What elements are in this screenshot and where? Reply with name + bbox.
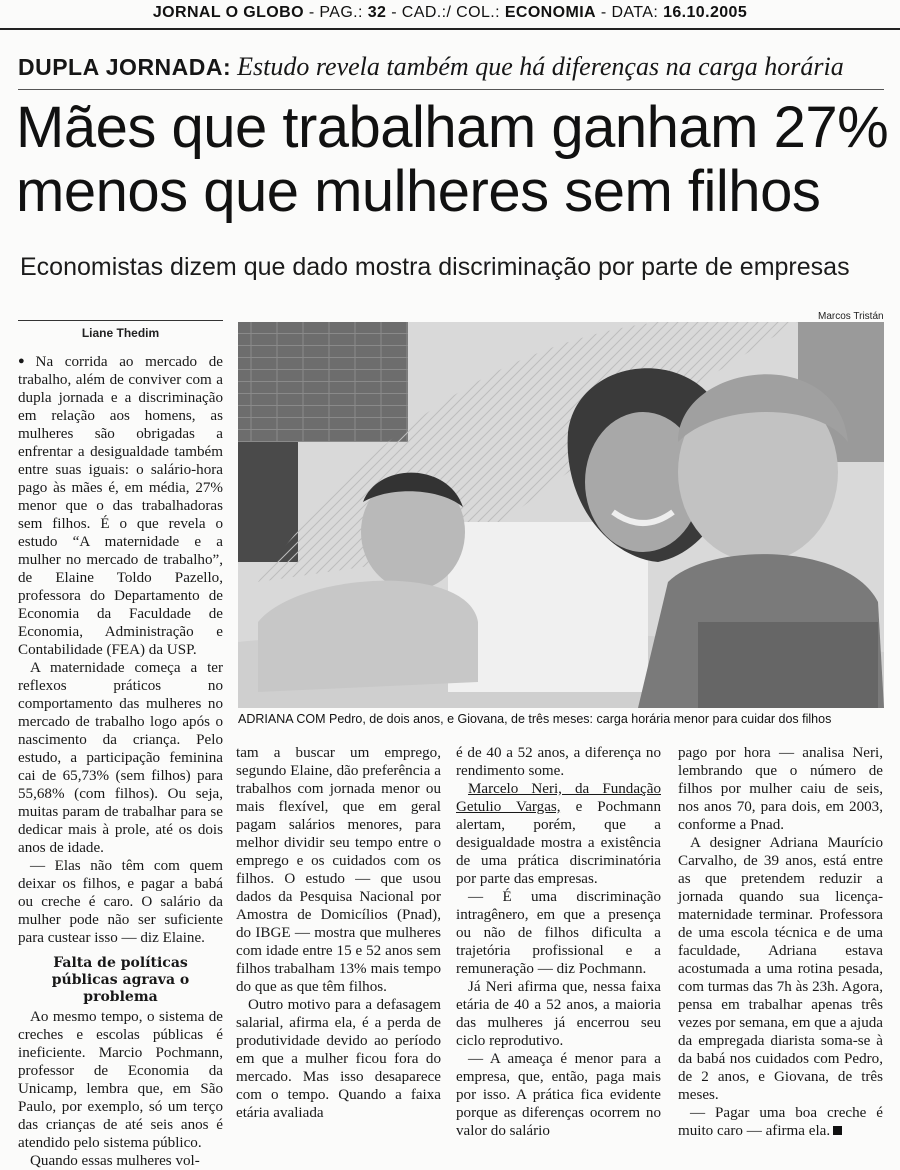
column4-paragraph-2: A designer Adriana Maurício Carvalho, de 39 anos, está entre as que pretendem reduzir a jornada quando sua licença-maternidade terminar. Professora de uma escola técnica e de uma faculdade, Adriana estava acostumada a uma rotina pesada, com turmas das 7h às 23h. Agora, pensa em trabalhar apenas três vezes por semana, em que a ajuda da empregada diarista soma-se à da babá nos cuidados com Pedro, de 2 anos, e Giovana, de três meses.	[678, 835, 883, 1103]
brick-wall	[238, 322, 408, 442]
column3-paragraph-3: — É uma discriminação intragênero, em que a presença ou não de filhos dificulta a trajetória profissional e a remuneração — diz Pochmann.	[456, 889, 661, 977]
page-number: 32	[367, 4, 387, 21]
byline-divider	[18, 320, 223, 321]
byline-block	[18, 320, 223, 340]
article-photo	[238, 322, 884, 708]
section-name: ECONOMIA	[504, 4, 597, 21]
photo-credit: Marcos Tristán	[818, 311, 884, 322]
article-column-4	[678, 744, 883, 1140]
column3-paragraph-5: — A ameaça é menor para a empresa, que, então, paga mais por isso. A prática fica evidente porque as diferenças ocorrem no valor do salário	[456, 1051, 661, 1139]
column4-paragraph-1: pago por hora — analisa Neri, lembrando que o número de filhos por mulher caiu de seis, nos anos 70, para dois, em 2003, conforme a Pnad.	[678, 745, 883, 833]
photo-caption: ADRIANA COM Pedro, de dois anos, e Giovana, de três meses: carga horária menor para cuidar dos filhos	[238, 712, 832, 726]
source-name: Marcelo Neri, da Fundação Getulio Vargas,	[456, 781, 661, 815]
kicker-divider	[18, 89, 884, 90]
kicker-label: DUPLA JORNADA:	[18, 54, 232, 80]
column2-paragraph-1: tam a buscar um emprego, segundo Elaine, dão preferência a trabalhos com jornada menor ou mais flexível, que em geral pagam salários menores, para melhor dividir seu tempo entre o emprego e os cuidados com os filhos. O estudo — que usou dados da Pesquisa Nacional por Amostra de Domicílios (Pnad), do IBGE — mostra que mulheres com idade entre 15 e 52 anos sem filhos trabalham 13% mais tempo do que as que têm filhos.	[236, 745, 441, 995]
newspaper-name: JORNAL O GLOBO	[152, 4, 304, 21]
section-subhead: Falta de políticas públicas agrava o problema	[51, 955, 190, 1005]
article-kicker	[18, 52, 844, 83]
column3-paragraph-2: Marcelo Neri, da Fundação Getulio Vargas, e Pochmann alertam, porém, que a desigualdade mostra a existência de uma prática discriminatória por parte das empresas.	[456, 781, 661, 887]
column1-paragraph-1: ● Na corrida ao mercado de trabalho, além de conviver com a dupla jornada e a discriminação em relação aos homens, as mulheres são obrigadas a enfrentar a desigualdade também entre suas iguais: o salário-hora pago às mães é, em média, 27% menor que o das trabalhadoras sem filhos. É o que revela o estudo “A maternidade e a mulher no mercado de trabalho”, de Elaine Toldo Pazello, professora do Departamento de Economia da Faculdade de Economia, Administração e Contabilidade (FEA) da USP.	[18, 354, 223, 658]
column1-paragraph-5: Quando essas mulheres vol-	[30, 1153, 200, 1169]
page-label: - PAG.:	[308, 4, 363, 21]
column3-paragraph-1: é de 40 a 52 anos, a diferença no rendimento some.	[456, 745, 661, 779]
headline-line-1: Mães que trabalham ganham 27%	[16, 95, 889, 160]
article-column-2	[236, 744, 441, 1122]
byline: Liane Thedim	[81, 326, 160, 340]
article-headline	[16, 95, 889, 224]
section-label: - CAD.:/ COL.:	[391, 4, 500, 21]
column1-paragraph-4: Ao mesmo tempo, o sistema de creches e escolas públicas é ineficiente. Marcio Pochmann, professor de Economia da Unicamp, lembra que, em São Paulo, por exemplo, só um terço das crianças de até seis anos é atendido pelo sistema público.	[18, 1009, 223, 1151]
article-deck: Economistas dizem que dado mostra discriminação por parte de empresas	[20, 253, 850, 281]
clipping-header	[0, 0, 900, 30]
kicker-text: Estudo revela também que há diferenças na carga horária	[237, 52, 844, 81]
column4-paragraph-3: — Pagar uma boa creche é muito caro — afirma ela.	[678, 1105, 883, 1139]
column1-paragraph-3: — Elas não têm com quem deixar os filhos, e pagar a babá ou creche é caro. O salário da mulher pode não ser suficiente para custear isso — diz Elaine.	[18, 858, 223, 946]
photo-illustration	[238, 322, 884, 708]
column3-paragraph-4: Já Neri afirma que, nessa faixa etária de 40 a 52 anos, a maioria das mulheres já encerrou seu ciclo reprodutivo.	[456, 979, 661, 1049]
column2-paragraph-2: Outro motivo para a defasagem salarial, afirma ela, é a perda de produtividade devido ao período em que a mulher ficou fora do mercado. Mas isso desaparece com o tempo. Quando a faixa etária avaliada	[236, 997, 441, 1121]
article-column-3	[456, 744, 661, 1140]
date-label: - DATA:	[600, 4, 659, 21]
clipping-date: 16.10.2005	[663, 4, 748, 21]
headline-line-2: menos que mulheres sem filhos	[16, 159, 821, 224]
bullet-icon: ●	[18, 355, 33, 367]
article-column-1	[18, 352, 223, 1170]
column1-paragraph-2: A maternidade começa a ter reflexos práticos no comportamento das mulheres no mercado de trabalho logo após o nascimento da criança. Pelo estudo, a participação feminina cai de 65,73% (sem filhos) para 55,68% (com filhos). Ou seja, muitas param de trabalhar para se dedicar mais à prole, até os dois anos de idade.	[18, 660, 223, 856]
